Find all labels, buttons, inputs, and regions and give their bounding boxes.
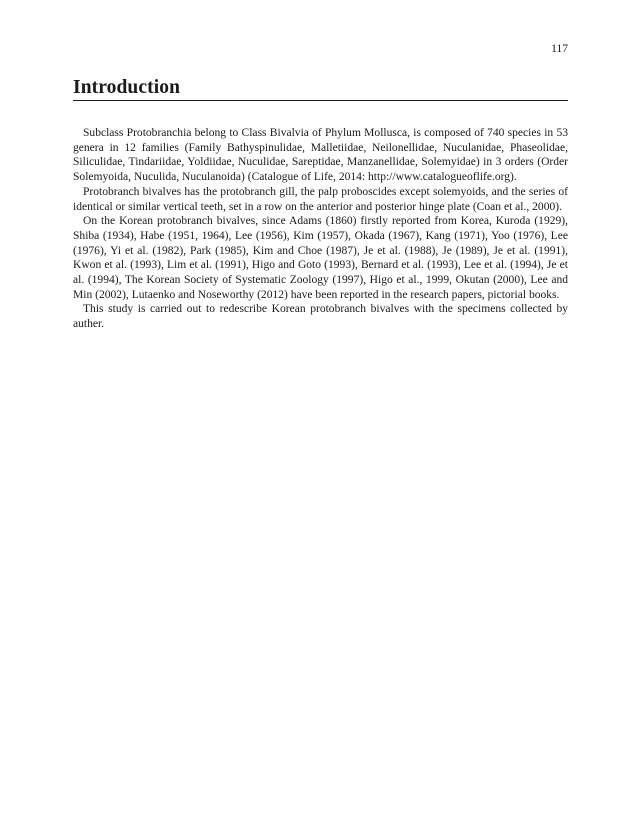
paragraph-study-purpose: This study is carried out to redescribe Korean protobranch bivalves with the specimens collected by auther. — [73, 303, 568, 331]
body-text — [73, 126, 568, 332]
paragraph-classification: Subclass Protobranchia belong to Class Bivalvia of Phylum Mollusca, is composed of 740 species in 53 genera in 12 families (Family Bathyspinulidae, Malletiidae, Neilonellidae, Nuculanidae, Phaseolidae, Siliculidae, Tindariidae, Yoldiidae, Nuculidae, Sareptidae, Manzanellidae, Solemyidae) in 3 orders (Order Solemyoida, Nuculida, Nuculanoida) (Catalogue of Life, 2014: http://www.catalogueoflife.org). — [73, 127, 568, 184]
paragraph-morphology: Protobranch bivalves has the protobranch gill, the palp proboscides except solemyoids, and the series of identical or similar vertical teeth, set in a row on the anterior and posterior hinge plate (Coan et al., 2000). — [73, 185, 568, 213]
paragraph-korean-records: On the Korean protobranch bivalves, since Adams (1860) firstly reported from Korea, Kuroda (1929), Shiba (1934), Habe (1951, 1964), Lee (1956), Kim (1957), Okada (1967), Kang (1971), Yoo (1976), Lee (1976), Yi et al. (1982), Park (1985), Kim and Choe (1987), Je et al. (1988), Je (1989), Je et al. (1991), Kwon et al. (1993), Lim et al. (1991), Higo and Goto (1993), Bernard et al. (1993), Lee et al. (1994), Je et al. (1994), The Korean Society of Systematic Zoology (1997), Higo et al., 1999, Okutan (2000), Lee and Min (2002), Lutaenko and Noseworthy (2012) have been reported in the research papers, pictorial books. — [73, 215, 568, 301]
page-number: 117 — [551, 43, 568, 55]
title-rule — [73, 100, 568, 101]
section-title: Introduction — [73, 77, 181, 98]
